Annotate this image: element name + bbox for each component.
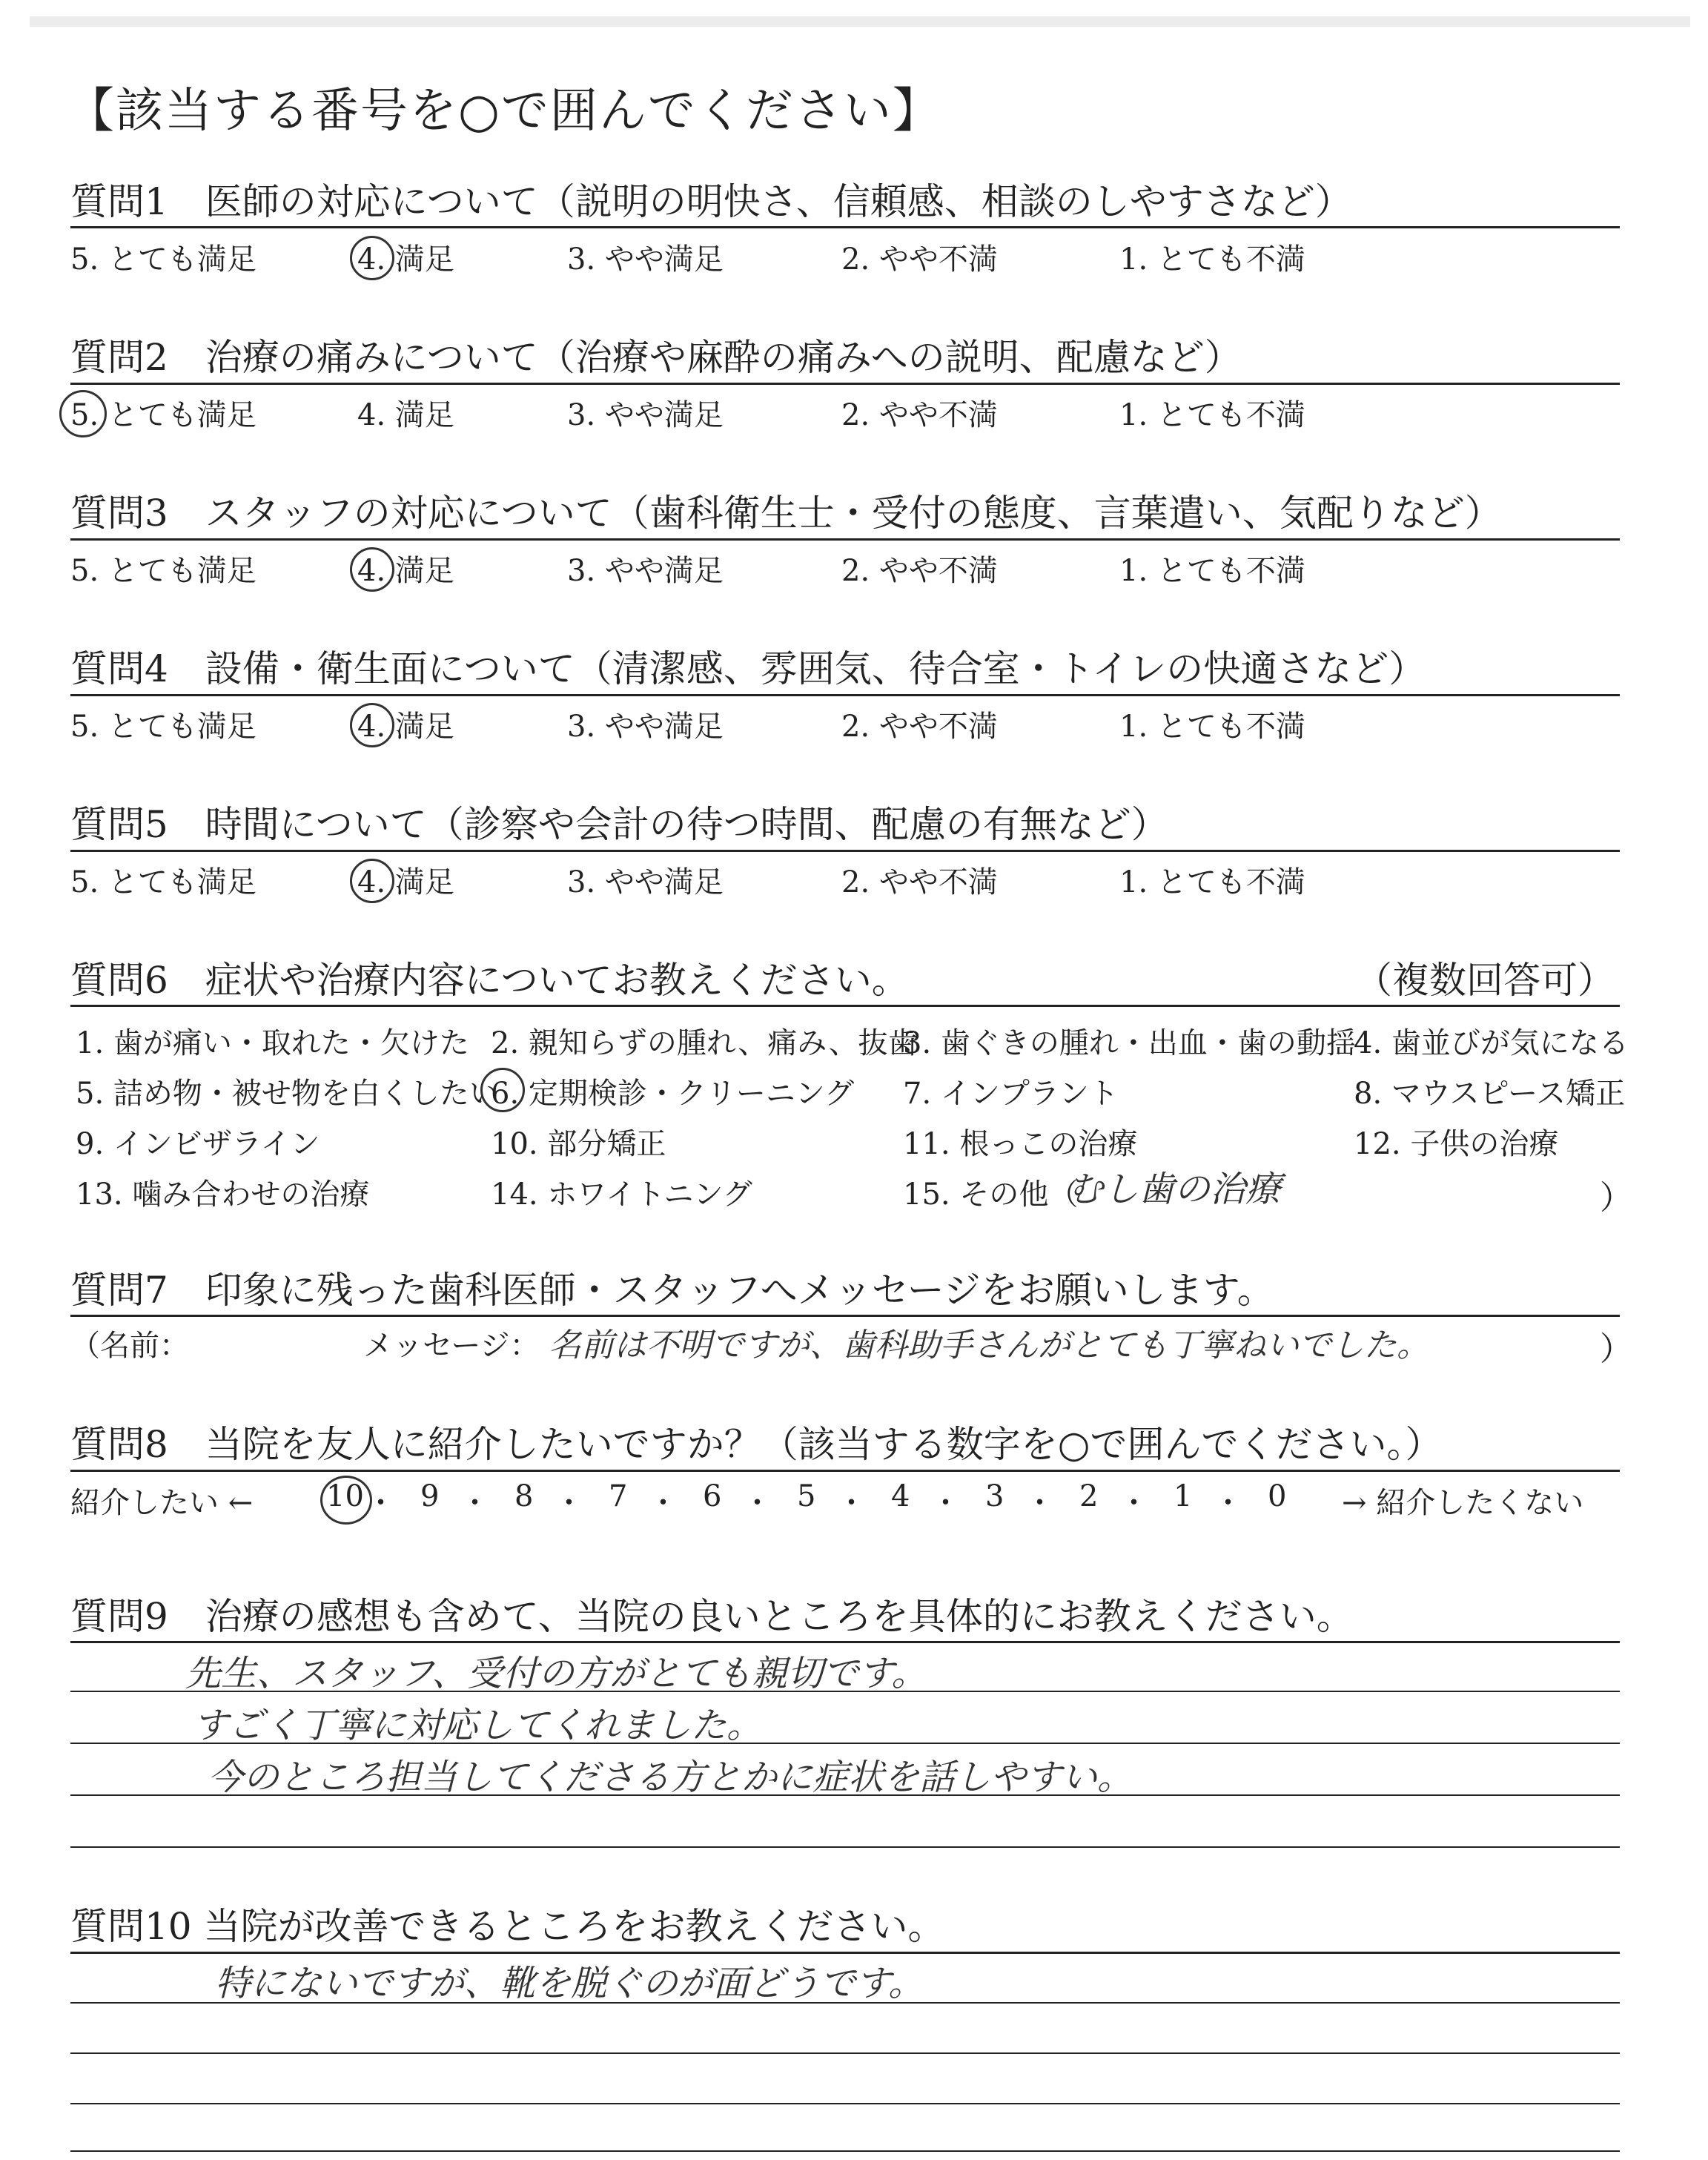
question-7-rule	[70, 1315, 1620, 1317]
q9-answer-line[interactable]: 今のところ担当してくださる方とかに症状を話しやすい。	[208, 1757, 1133, 1798]
q10-line-rule	[70, 2103, 1620, 2104]
q8-scale-separator: ・	[365, 1486, 396, 1520]
q3-option-1[interactable]: 1. とても不満	[1119, 554, 1305, 588]
q3-option-2[interactable]: 2. やや不満	[841, 554, 998, 588]
question-8-rule	[70, 1470, 1620, 1472]
q6-option-3[interactable]: 3. 歯ぐきの腫れ・出血・歯の動揺	[903, 1026, 1356, 1060]
q1-option-2[interactable]: 2. やや不満	[841, 242, 998, 277]
q6-option-4[interactable]: 4. 歯並びが気になる	[1354, 1026, 1629, 1060]
q7-close-paren: ）	[1600, 1330, 1632, 1368]
q8-scale-value-0[interactable]: 0	[1268, 1479, 1287, 1513]
q6-option-12[interactable]: 12. 子供の治療	[1354, 1127, 1559, 1161]
q3-selected-circle	[350, 547, 394, 592]
question-1-rule	[70, 226, 1620, 228]
q1-option-3[interactable]: 3. やや満足	[567, 242, 724, 277]
q5-option-2[interactable]: 2. やや不満	[841, 865, 998, 899]
q2-selected-circle	[59, 390, 107, 437]
question-1-heading: 質問1 医師の対応について（説明の明快さ、信頼感、相談のしやすさなど）	[70, 180, 1352, 223]
q8-scale-separator: ・	[460, 1486, 490, 1520]
q8-scale-value-3[interactable]: 3	[985, 1479, 1004, 1513]
q6-other-close-paren: ）	[1600, 1179, 1632, 1217]
q6-option-14[interactable]: 14. ホワイトニング	[491, 1178, 752, 1212]
q10-line-rule	[70, 2052, 1620, 2054]
q8-scale-separator: ・	[1213, 1486, 1243, 1520]
q8-scale-separator: ・	[836, 1486, 867, 1520]
q6-option-9[interactable]: 9. インビザライン	[76, 1127, 320, 1161]
q8-scale-value-9[interactable]: 9	[420, 1479, 440, 1513]
question-9-heading: 質問9 治療の感想も含めて、当院の良いところを具体的にお教えください。	[70, 1595, 1354, 1638]
q4-selected-circle	[350, 703, 394, 747]
q6-selected-circle	[480, 1068, 525, 1112]
question-6-rule	[70, 1005, 1620, 1007]
q8-scale-separator: ・	[930, 1486, 961, 1520]
q8-scale-value-4[interactable]: 4	[891, 1479, 910, 1513]
q5-option-5[interactable]: 5. とても満足	[70, 865, 256, 899]
q6-other-handwritten[interactable]: むし歯の治療	[1068, 1169, 1282, 1210]
question-10-heading: 質問10 当院が改善できるところをお教えください。	[70, 1905, 945, 1948]
q5-option-4[interactable]: 4. 満足	[357, 865, 454, 899]
q3-option-3[interactable]: 3. やや満足	[567, 554, 724, 588]
q4-option-1[interactable]: 1. とても不満	[1119, 710, 1305, 744]
q8-scale-value-2[interactable]: 2	[1079, 1479, 1099, 1513]
q3-option-4[interactable]: 4. 満足	[357, 554, 454, 588]
q2-option-5[interactable]: 5. とても満足	[70, 398, 256, 432]
q8-left-label: 紹介したい ←	[70, 1486, 254, 1520]
q8-selected-circle	[320, 1476, 372, 1525]
q8-scale-separator: ・	[742, 1486, 772, 1520]
q1-option-5[interactable]: 5. とても満足	[70, 242, 256, 277]
question-5-rule	[70, 850, 1620, 852]
q6-option-8[interactable]: 8. マウスピース矯正	[1354, 1077, 1626, 1111]
q6-option-10[interactable]: 10. 部分矯正	[491, 1127, 666, 1161]
q2-option-1[interactable]: 1. とても不満	[1119, 398, 1305, 432]
question-8-heading: 質問8 当院を友人に紹介したいですか？（該当する数字を○で囲んでください。）	[70, 1423, 1443, 1466]
question-4-heading: 質問4 設備・衛生面について（清潔感、雰囲気、待合室・トイレの快適さなど）	[70, 647, 1426, 690]
q3-option-5[interactable]: 5. とても満足	[70, 554, 256, 588]
q2-option-2[interactable]: 2. やや不満	[841, 398, 998, 432]
q6-option-13[interactable]: 13. 噛み合わせの治療	[76, 1178, 370, 1212]
q8-scale-separator: ・	[1025, 1486, 1055, 1520]
question-3-heading: 質問3 スタッフの対応について（歯科衛生士・受付の態度、言葉遣い、気配りなど）	[70, 492, 1502, 535]
q8-scale-separator: ・	[1119, 1486, 1149, 1520]
q8-scale-separator: ・	[648, 1486, 678, 1520]
q8-scale-value-5[interactable]: 5	[797, 1479, 816, 1513]
q8-scale-value-8[interactable]: 8	[514, 1479, 534, 1513]
q2-option-3[interactable]: 3. やや満足	[567, 398, 724, 432]
q8-scale-value-6[interactable]: 6	[703, 1479, 722, 1513]
q4-option-2[interactable]: 2. やや不満	[841, 710, 998, 744]
q4-option-3[interactable]: 3. やや満足	[567, 710, 724, 744]
q9-line-rule	[70, 1846, 1620, 1848]
question-2-rule	[70, 383, 1620, 385]
q4-option-4[interactable]: 4. 満足	[357, 710, 454, 744]
q9-answer-line[interactable]: すごく丁寧に対応してくれました。	[193, 1705, 763, 1746]
form-title: 【該当する番号を○で囲んでください】	[67, 84, 941, 139]
q8-scale-value-10[interactable]: 10	[326, 1479, 364, 1513]
q8-right-label: → 紹介したくない	[1342, 1486, 1584, 1520]
q8-scale-value-1[interactable]: 1	[1174, 1479, 1193, 1513]
q6-option-5[interactable]: 5. 詰め物・被せ物を白くしたい	[76, 1077, 499, 1111]
question-7-heading: 質問7 印象に残った歯科医師・スタッフへメッセージをお願いします。	[70, 1269, 1274, 1312]
q10-line-rule	[70, 2150, 1620, 2152]
question-6-note: （複数回答可）	[1355, 959, 1615, 1002]
q6-option-15[interactable]: 15. その他（	[903, 1178, 1079, 1212]
q7-message-handwritten[interactable]: 名前は不明ですが、歯科助手さんがとても丁寧ねいでした。	[549, 1327, 1429, 1364]
q7-message-label: メッセージ：	[363, 1329, 540, 1363]
q7-name-label: （名前：	[70, 1329, 189, 1363]
q6-option-1[interactable]: 1. 歯が痛い・取れた・欠けた	[76, 1026, 469, 1060]
q1-selected-circle	[350, 236, 394, 280]
q6-option-6[interactable]: 6. 定期検診・クリーニング	[491, 1077, 855, 1111]
q9-answer-line[interactable]: 先生、スタッフ、受付の方がとても親切です。	[185, 1653, 927, 1694]
question-10-rule	[70, 1952, 1620, 1954]
q6-option-2[interactable]: 2. 親知らずの腫れ、痛み、抜歯	[491, 1026, 918, 1060]
q1-option-4[interactable]: 4. 満足	[357, 242, 454, 277]
q10-answer-line[interactable]: 特にないですが、靴を脱ぐのが面どうです。	[215, 1963, 924, 2004]
q1-option-1[interactable]: 1. とても不満	[1119, 242, 1305, 277]
q5-option-1[interactable]: 1. とても不満	[1119, 865, 1305, 899]
q6-option-11[interactable]: 11. 根っこの治療	[903, 1127, 1138, 1161]
q6-option-7[interactable]: 7. インプラント	[903, 1077, 1119, 1111]
q8-scale-value-7[interactable]: 7	[609, 1479, 628, 1513]
q2-option-4[interactable]: 4. 満足	[357, 398, 454, 432]
question-3-rule	[70, 538, 1620, 541]
question-6-heading: 質問6 症状や治療内容についてお教えください。	[70, 959, 909, 1002]
q5-option-3[interactable]: 3. やや満足	[567, 865, 724, 899]
question-5-heading: 質問5 時間について（診察や会計の待つ時間、配慮の有無など）	[70, 803, 1168, 846]
question-9-rule	[70, 1641, 1620, 1643]
q4-option-5[interactable]: 5. とても満足	[70, 710, 256, 744]
scan-edge	[30, 16, 1690, 27]
q8-scale-separator: ・	[554, 1486, 584, 1520]
q5-selected-circle	[350, 859, 394, 903]
question-4-rule	[70, 694, 1620, 696]
question-2-heading: 質問2 治療の痛みについて（治療や麻酔の痛みへの説明、配慮など）	[70, 336, 1242, 379]
